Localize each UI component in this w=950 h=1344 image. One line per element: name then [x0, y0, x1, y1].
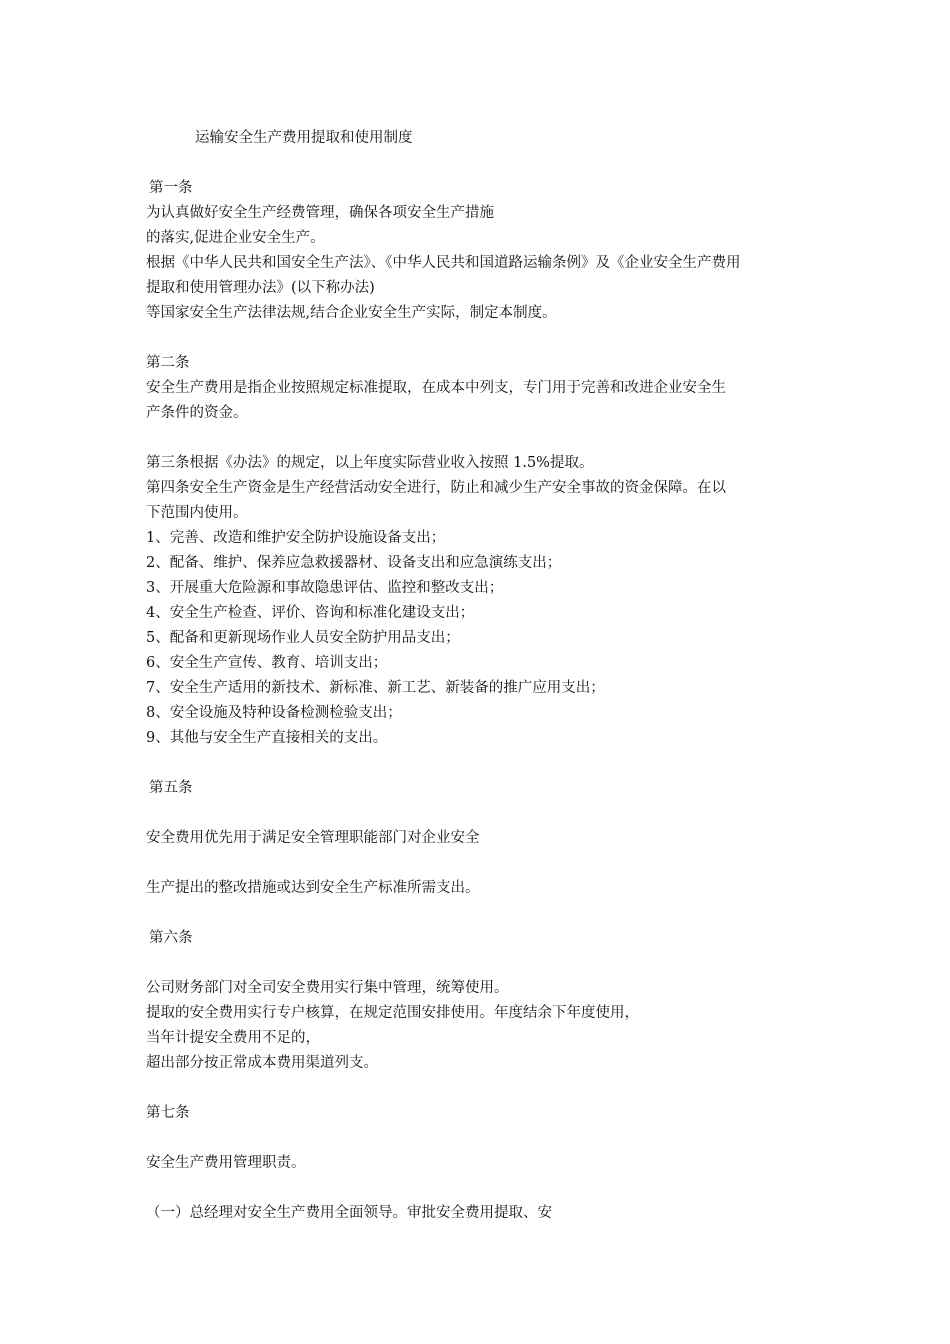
article-4-item: 5、配备和更新现场作业人员安全防护用品支出；: [146, 630, 460, 646]
article-1-line: 为认真做好安全生产经费管理，确保各项安全生产措施: [146, 205, 494, 221]
article-7-line: （一）总经理对安全生产费用全面领导。审批安全费用提取、安: [146, 1205, 552, 1221]
article-4-item: 9、其他与安全生产直接相关的支出。: [146, 730, 388, 746]
article-1-line: 根据《中华人民共和国安全生产法》、《中华人民共和国道路运输条例》及《企业安全生产费用: [146, 255, 741, 271]
article-3: 第三条根据《办法》的规定，以上年度实际营业收入按照 1.5%提取。: [146, 455, 594, 471]
article-5-line: 生产提出的整改措施或达到安全生产标准所需支出。: [146, 880, 480, 896]
article-2-heading: 第二条: [146, 355, 190, 371]
article-6-line: 超出部分按正常成本费用渠道列支。: [146, 1055, 378, 1071]
article-7-heading: 第七条: [146, 1105, 190, 1121]
article-4-line: 第四条安全生产资金是生产经营活动安全进行，防止和减少生产安全事故的资金保障。在以: [146, 480, 726, 496]
article-5-heading: 第五条: [149, 780, 193, 796]
article-4-item: 2、配备、维护、保养应急救援器材、设备支出和应急演练支出；: [146, 555, 562, 571]
article-4-item: 7、安全生产适用的新技术、新标准、新工艺、新装备的推广应用支出；: [146, 680, 605, 696]
article-1-line: 的落实,促进企业安全生产。: [146, 230, 325, 246]
article-4-item: 4、安全生产检查、评价、咨询和标准化建设支出；: [146, 605, 475, 621]
article-2-line: 产条件的资金。: [146, 405, 248, 421]
article-4-item: 1、完善、改造和维护安全防护设施设备支出；: [146, 530, 446, 546]
document-title: 运输安全生产费用提取和使用制度: [195, 130, 413, 146]
article-5-line: 安全费用优先用于满足安全管理职能部门对企业安全: [146, 830, 480, 846]
article-4-item: 6、安全生产宣传、教育、培训支出；: [146, 655, 388, 671]
article-1-line: 提取和使用管理办法》(以下称办法): [146, 280, 375, 296]
article-6-line: 提取的安全费用实行专户核算，在规定范围安排使用。年度结余下年度使用，: [146, 1005, 639, 1021]
article-4-line: 下范围内使用。: [146, 505, 248, 521]
article-1-heading: 第一条: [149, 180, 193, 196]
article-6-heading: 第六条: [149, 930, 193, 946]
article-6-line: 公司财务部门对全司安全费用实行集中管理，统筹使用。: [146, 980, 509, 996]
article-4-item: 8、安全设施及特种设备检测检验支出；: [146, 705, 402, 721]
article-2-line: 安全生产费用是指企业按照规定标准提取，在成本中列支，专门用于完善和改进企业安全生: [146, 380, 726, 396]
article-1-line: 等国家安全生产法律法规,结合企业安全生产实际，制定本制度。: [146, 305, 557, 321]
article-4-item: 3、开展重大危险源和事故隐患评估、监控和整改支出；: [146, 580, 504, 596]
article-6-line: 当年计提安全费用不足的，: [146, 1030, 320, 1046]
article-7-line: 安全生产费用管理职责。: [146, 1155, 306, 1171]
